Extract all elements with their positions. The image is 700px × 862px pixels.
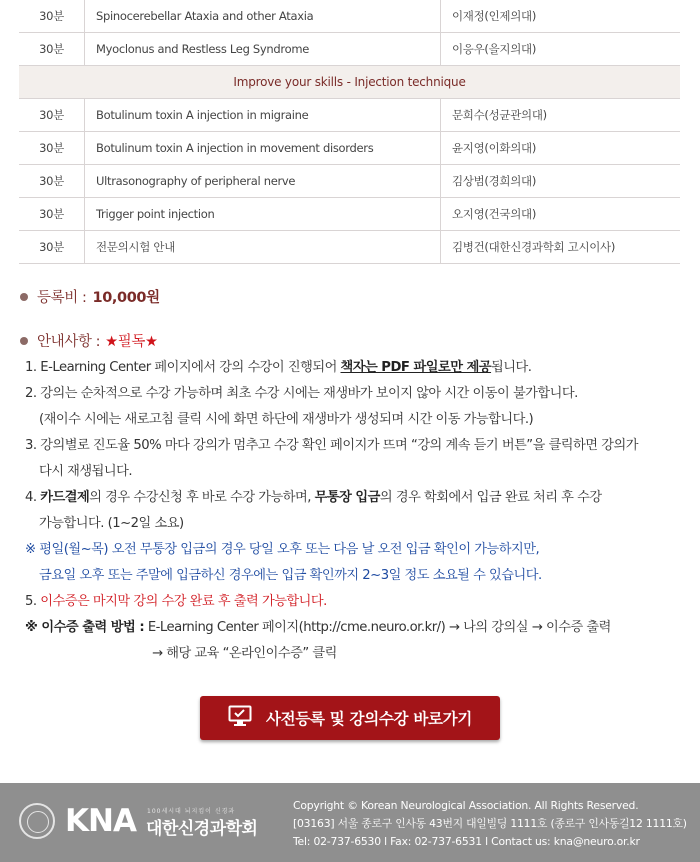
- title-cell: Trigger point injection: [85, 198, 441, 230]
- cert-method-sub: → 해당 교육 “온라인이수증” 클릭: [152, 646, 337, 661]
- time-cell: 30분: [19, 165, 85, 197]
- notice-item-4-sub: 가능합니다. (1~2일 소요): [39, 516, 184, 531]
- notice-label: 안내사항 :: [37, 334, 101, 350]
- footer: [0, 783, 700, 862]
- footer-info: [293, 797, 687, 851]
- speaker-cell: 이응우(을지의대): [452, 42, 537, 56]
- table-row: [19, 33, 680, 66]
- notice-heading: [20, 330, 158, 351]
- bullet-icon: [20, 293, 28, 301]
- time-cell: 30분: [19, 0, 85, 32]
- notice-red-text: 이수증은 마지막 강의 수강 완료 후 출력 가능합니다.: [40, 594, 327, 609]
- notice-emphasis: 책자는 PDF 파일로만 제공: [340, 360, 492, 375]
- speaker-cell: 이재정(인제의대): [452, 9, 537, 23]
- time-cell: 30분: [19, 132, 85, 164]
- fee-heading: [20, 286, 160, 307]
- notice-item-3-sub: 다시 재생됩니다.: [39, 464, 133, 479]
- notice-text: 의 경우 학회에서 입금 완료 처리 후 수강: [379, 490, 602, 505]
- bank-note-sub: 금요일 오후 또는 주말에 입금하신 경우에는 입금 확인까지 2~3일 정도 소요될 수 있습니다.: [39, 568, 542, 583]
- logo-kna: KNA: [65, 803, 136, 839]
- table-row: [19, 99, 680, 132]
- table-row: [19, 0, 680, 33]
- notice-text: 4.: [25, 490, 41, 505]
- title-cell: Myoclonus and Restless Leg Syndrome: [85, 33, 441, 65]
- notice-text: 1. E-Learning Center 페이지에서 강의 수강이 진행되어: [25, 360, 341, 375]
- notice-item-3: 3. 강의별로 진도율 50% 마다 강의가 멈추고 수강 확인 페이지가 뜨며 “강의 계속 듣기 버튼”을 클릭하면 강의가: [25, 438, 638, 453]
- notice-text: 5.: [25, 594, 41, 609]
- address: [03163] 서울 종로구 인사동 43번지 대일빌딩 1111호 (종로구 인사동길12 1111호): [293, 817, 687, 830]
- table-row: [19, 198, 680, 231]
- register-button[interactable]: [200, 696, 500, 740]
- cert-label: ※ 이수증 출력 방법 :: [25, 620, 145, 635]
- must-read-badge: ★필독★: [105, 334, 158, 350]
- notice-item-2-sub: (재이수 시에는 새로고침 클릭 시에 화면 하단에 재생바가 생성되며 시간 이동 가능합니다.): [39, 412, 534, 427]
- contact: Tel: 02-737-6530 l Fax: 02-737-6531 l Contact us: kna@neuro.or.kr: [293, 835, 640, 848]
- speaker-cell: 김병건(대한신경과학회 고시이사): [452, 240, 616, 254]
- table-row: [19, 231, 680, 264]
- bank-note: ※ 평일(월~목) 오전 무통장 입금의 경우 당일 오후 또는 다음 날 오전 입금 확인이 가능하지만,: [25, 542, 540, 557]
- notice-text: 의 경우 수강신청 후 바로 수강 가능하며,: [89, 490, 315, 505]
- fee-label: 등록비 :: [37, 290, 87, 306]
- logo-slogan: 100세시대 뇌지킴이 신경과: [147, 808, 236, 815]
- notice-text: 됩니다.: [491, 360, 532, 375]
- notice-emphasis: 카드결제: [40, 490, 90, 505]
- monitor-icon: [228, 705, 252, 731]
- notice-item-2: 2. 강의는 순차적으로 수강 가능하며 최초 수강 시에는 재생바가 보이지 않아 시간 이동이 불가합니다.: [25, 386, 578, 401]
- notice-emphasis: 무통장 입금: [314, 490, 380, 505]
- time-cell: 30분: [19, 231, 85, 263]
- notice-list: [25, 355, 685, 667]
- speaker-cell: 윤지영(이화의대): [452, 141, 537, 155]
- register-button-label: 사전등록 및 강의수강 바로가기: [265, 710, 473, 728]
- notice-item-4: [25, 485, 685, 511]
- society-seal-icon: [19, 803, 55, 839]
- cert-method: [25, 615, 685, 641]
- time-cell: 30분: [19, 99, 85, 131]
- table-row: [19, 165, 680, 198]
- fee-value: 10,000원: [92, 290, 160, 306]
- table-row: [19, 132, 680, 165]
- speaker-cell: 오지영(건국의대): [452, 207, 537, 221]
- schedule-table: [19, 0, 680, 264]
- title-cell: 전문의시험 안내: [85, 231, 441, 263]
- speaker-cell: 문희수(성균관의대): [452, 108, 547, 122]
- copyright: Copyright © Korean Neurological Association. All Rights Reserved.: [293, 799, 639, 812]
- notice-item-5: [25, 589, 685, 615]
- title-cell: Botulinum toxin A injection in migraine: [85, 99, 441, 131]
- logo-name: 대한신경과학회: [146, 819, 258, 839]
- bullet-icon: [20, 337, 28, 345]
- time-cell: 30분: [19, 33, 85, 65]
- title-cell: Botulinum toxin A injection in movement disorders: [85, 132, 441, 164]
- cert-path: E-Learning Center 페이지(http://cme.neuro.or.kr/) → 나의 강의실 → 이수증 출력: [144, 620, 611, 635]
- title-cell: Spinocerebellar Ataxia and other Ataxia: [85, 0, 441, 32]
- section-header-row: Improve your skills - Injection technique: [19, 66, 680, 99]
- time-cell: 30분: [19, 198, 85, 230]
- notice-item-1: [25, 355, 685, 381]
- speaker-cell: 김상범(경희의대): [452, 174, 537, 188]
- title-cell: Ultrasonography of peripheral nerve: [85, 165, 441, 197]
